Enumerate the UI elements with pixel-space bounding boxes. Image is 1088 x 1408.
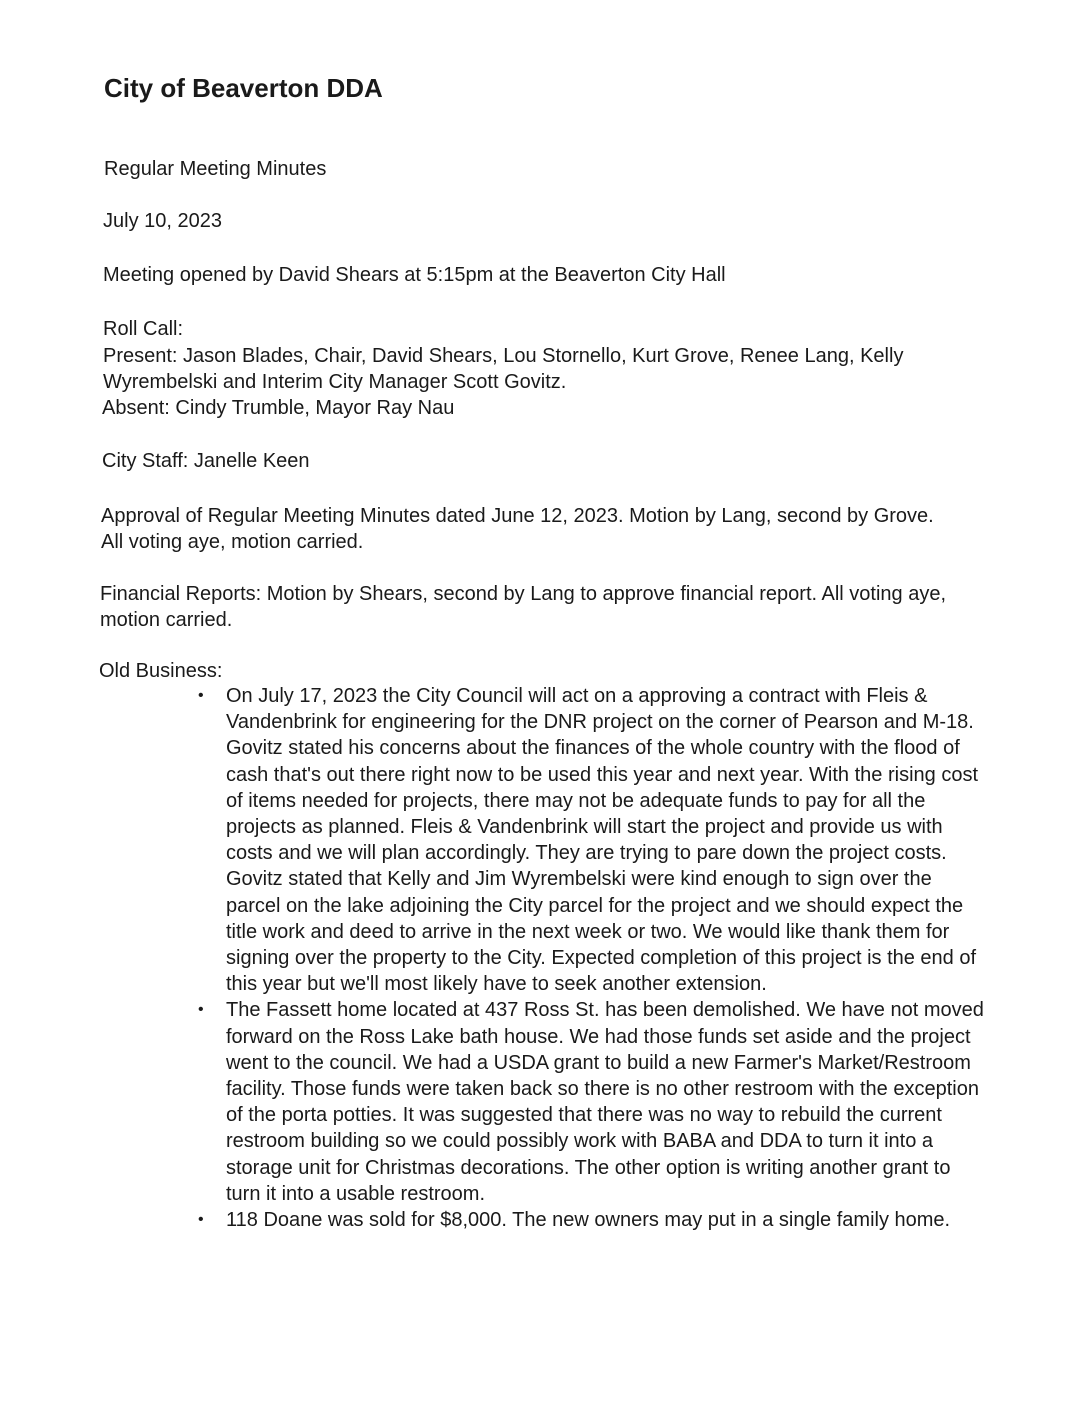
bullet-icon: • [198, 1001, 204, 1019]
document-title: City of Beaverton DDA [104, 73, 383, 103]
financial-reports: Financial Reports: Motion by Shears, second by Lang to approve financial report. All voting aye, motion carried. [100, 583, 947, 631]
document-subtitle: Regular Meeting Minutes [104, 158, 327, 180]
present-list: Present: Jason Blades, Chair, David Shears, Lou Stornello, Kurt Grove, Renee Lang, Kelly Wyrembelski and Interim City Manager Scott Govitz. [103, 345, 904, 393]
list-item [190, 997, 990, 1207]
list-item [190, 1207, 990, 1233]
absent-list: Absent: Cindy Trumble, Mayor Ray Nau [102, 397, 455, 419]
list-item-text: 118 Doane was sold for $8,000. The new owners may put in a single family home. [226, 1209, 951, 1232]
list-item-text: The Fassett home located at 437 Ross St. has been demolished. We have not moved forward on the Ross Lake bath house. We had those funds set aside and the project went to the council. We had a USDA grant to build a new Farmer's Market/Restroom facility. Those funds were taken back so there is no other restroom with the exception of the porta potties. It was suggested that there was no way to rebuild the current restroom building so we could possibly work with BABA and DDA to turn it into a storage unit for Christmas decorations. The other option is writing another grant to turn it into a usable restroom. [226, 999, 984, 1205]
old-business-label: Old Business: [99, 660, 223, 682]
old-business-list [190, 683, 990, 1233]
city-staff: City Staff: Janelle Keen [102, 450, 310, 472]
list-item [190, 683, 990, 997]
minutes-approval: Approval of Regular Meeting Minutes dated June 12, 2023. Motion by Lang, second by Grove. All voting aye, motion carried. [101, 505, 934, 553]
meeting-opened: Meeting opened by David Shears at 5:15pm at the Beaverton City Hall [103, 264, 726, 286]
list-item-text: On July 17, 2023 the City Council will act on a approving a contract with Fleis & Vandenbrink for engineering for the DNR project on the corner of Pearson and M-18. Govitz stated his concerns about the finances of the whole country with the flood of cash that's out there right now to be used this year and next year. With the rising cost of items needed for projects, there may not be adequate funds to pay for all the projects as planned. Fleis & Vandenbrink will start the project and provide us with costs and we will plan accordingly. They are trying to pare down the project costs. Govitz stated that Kelly and Jim Wyrembelski were kind enough to sign over the parcel on the lake adjoining the City parcel for the project and we should expect the title work and deed to arrive in the next week or two. We would like thank them for signing over the property to the City. Expected completion of this project is the end of this year but we'll most likely have to seek another extension. [226, 685, 979, 996]
bullet-icon: • [198, 687, 204, 704]
meeting-date: July 10, 2023 [103, 210, 222, 232]
bullet-icon: • [198, 1211, 204, 1229]
roll-call-label: Roll Call: [103, 318, 184, 340]
